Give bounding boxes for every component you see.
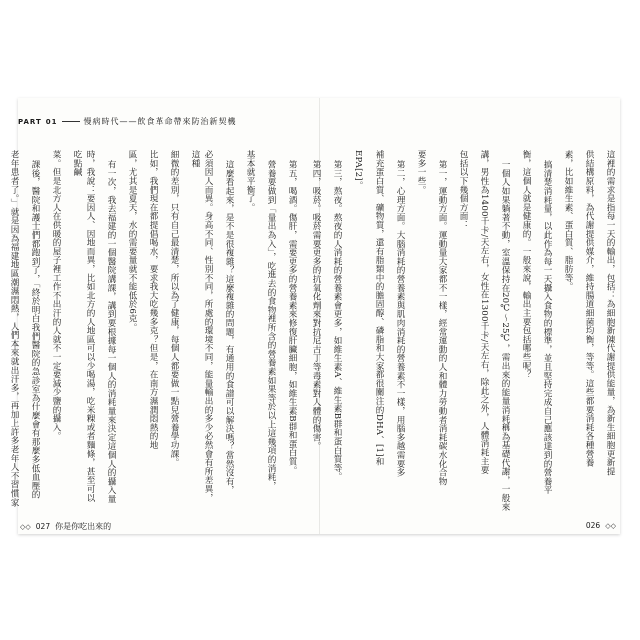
page-number: 027 xyxy=(35,522,51,531)
text-column: 營養要做到「量出為入」，吃進去的食物裡所含的營養素如果等於以上這幾項的消耗， xyxy=(266,160,276,491)
text-column: 搞清楚消耗量，以此作為每一天攝入食物的標準，並且堅持完成自己應該達到的營養平 xyxy=(542,160,552,495)
part-label: PART xyxy=(18,117,42,126)
text-column: 基本就平衡了。 xyxy=(245,150,255,212)
section-title: 慢病時代——飲食革命帶來防治新契機 xyxy=(83,117,237,126)
text-column: 這裡的需求是指每一天的輸出，包括：為細胞新陳代謝提供能量，為新生細胞更新提 xyxy=(605,150,615,476)
text-column: 要多一些。 xyxy=(416,150,426,194)
text-column: 時，我說：要因人、因地而異，比如北方的人地區可以少喝湯，吃米粿或者麵條，甚至可以吃點鹹 xyxy=(72,150,95,502)
text-column: 這麼看起來，是不是很複雜？這麼複雜的問題，有通用的食譜可以解決嗎？當然沒有， xyxy=(224,160,234,495)
text-column: 供結構原料，為代謝提供媒介，維持腸道細菌均衡，等等。這些都要消耗各種營養 xyxy=(584,150,594,467)
left-folio xyxy=(20,521,111,532)
text-column: 第二，心理方面。大腦消耗的營養素與肌肉消耗的營養素不一樣，用腦多越需要多 xyxy=(395,160,405,477)
book-title: 你是你吃出來的 xyxy=(55,522,112,531)
header-rule xyxy=(62,121,80,122)
right-page-text xyxy=(311,150,616,512)
text-column: EPA[2]。 xyxy=(353,150,363,190)
text-column: 第四，吸菸。吸菸需要更多的抗氧化劑來對抗尼古丁等毒素對人體的傷害。 xyxy=(311,160,321,451)
text-column: 補充蛋白質、礦物質，還有脂類中的膽固醇、磷脂和大家都很關注的DHA、[1]和 xyxy=(374,150,384,466)
left-page-text xyxy=(9,150,298,510)
text-column: 包括以下幾個方面： xyxy=(458,150,468,230)
text-column: 菜。但是北方人在供暖的屋子裡工作不出汗的人就不一定要減少鹽的攝入。 xyxy=(51,150,61,441)
text-column: 必須因人而異。身高不同、性別不同，所處的環境不同，能量輸出的多少必然會有所差異，這種 xyxy=(190,150,213,502)
text-column: 第三，熬夜。熬夜的人消耗的營養素會更多，如維生素A、維生素B群和蛋白質等。 xyxy=(332,160,342,481)
text-column: 課後，醫院和護士們都跑到了，「終於明白我們醫院的急診室為什麼會有那麼多低血壓的 xyxy=(30,160,40,499)
text-column: 素，比如維生素、蛋白質、脂肪等。 xyxy=(563,150,573,291)
text-column: 衡，這個人就是健康的。一般來說，輸出主要包括哪些呢？ xyxy=(521,150,531,379)
text-column: 講，男性為1400千卡/天左右，女性在1300千卡/天左右，除此之外，人體消耗主要 xyxy=(479,150,489,475)
text-column: 第五，喝酒。傷肝，需要更多的營養素來修復肝臟細胞，如維生素B群和蛋白質。 xyxy=(287,160,297,475)
text-column: 細微的差別，只有自己最清楚，所以為了健康，每個人都要做一點兒營養學功課。 xyxy=(169,150,179,467)
ornament-icon: ◇◇ xyxy=(20,522,31,531)
right-folio xyxy=(586,521,616,530)
text-column: 第一，運動方面。運動量大家都不一樣，經常運動的人和體力勞動者消耗碳水化合物 xyxy=(437,160,447,486)
text-column: 有一次，我去福建的一個醫院講課，講到要根據每一個人的消耗量來決定這個人的攝入量 xyxy=(106,160,116,504)
text-column: 區，尤其是夏天，水的需要量就不能低於6克。 xyxy=(127,150,137,332)
text-column: 一個人如果躺著不動，室溫保持在20℃～25℃，需出來的能量消耗稱為基礎代謝，一般來 xyxy=(500,160,510,512)
page-number: 026 xyxy=(585,521,601,530)
text-column: 老年患者了。」就是因為福建地區潮濕悶熱，人們本來就出汗多，再加上許多老年人不習慣家 xyxy=(9,150,19,507)
running-header xyxy=(18,116,237,127)
text-column: 比如，我們現在都提倡喝水，要求我大吃幾多克？但是，在南方濕潤悶熱的地 xyxy=(148,150,158,450)
part-number: 01 xyxy=(45,117,58,126)
ornament-icon: ◇◇ xyxy=(605,521,616,530)
